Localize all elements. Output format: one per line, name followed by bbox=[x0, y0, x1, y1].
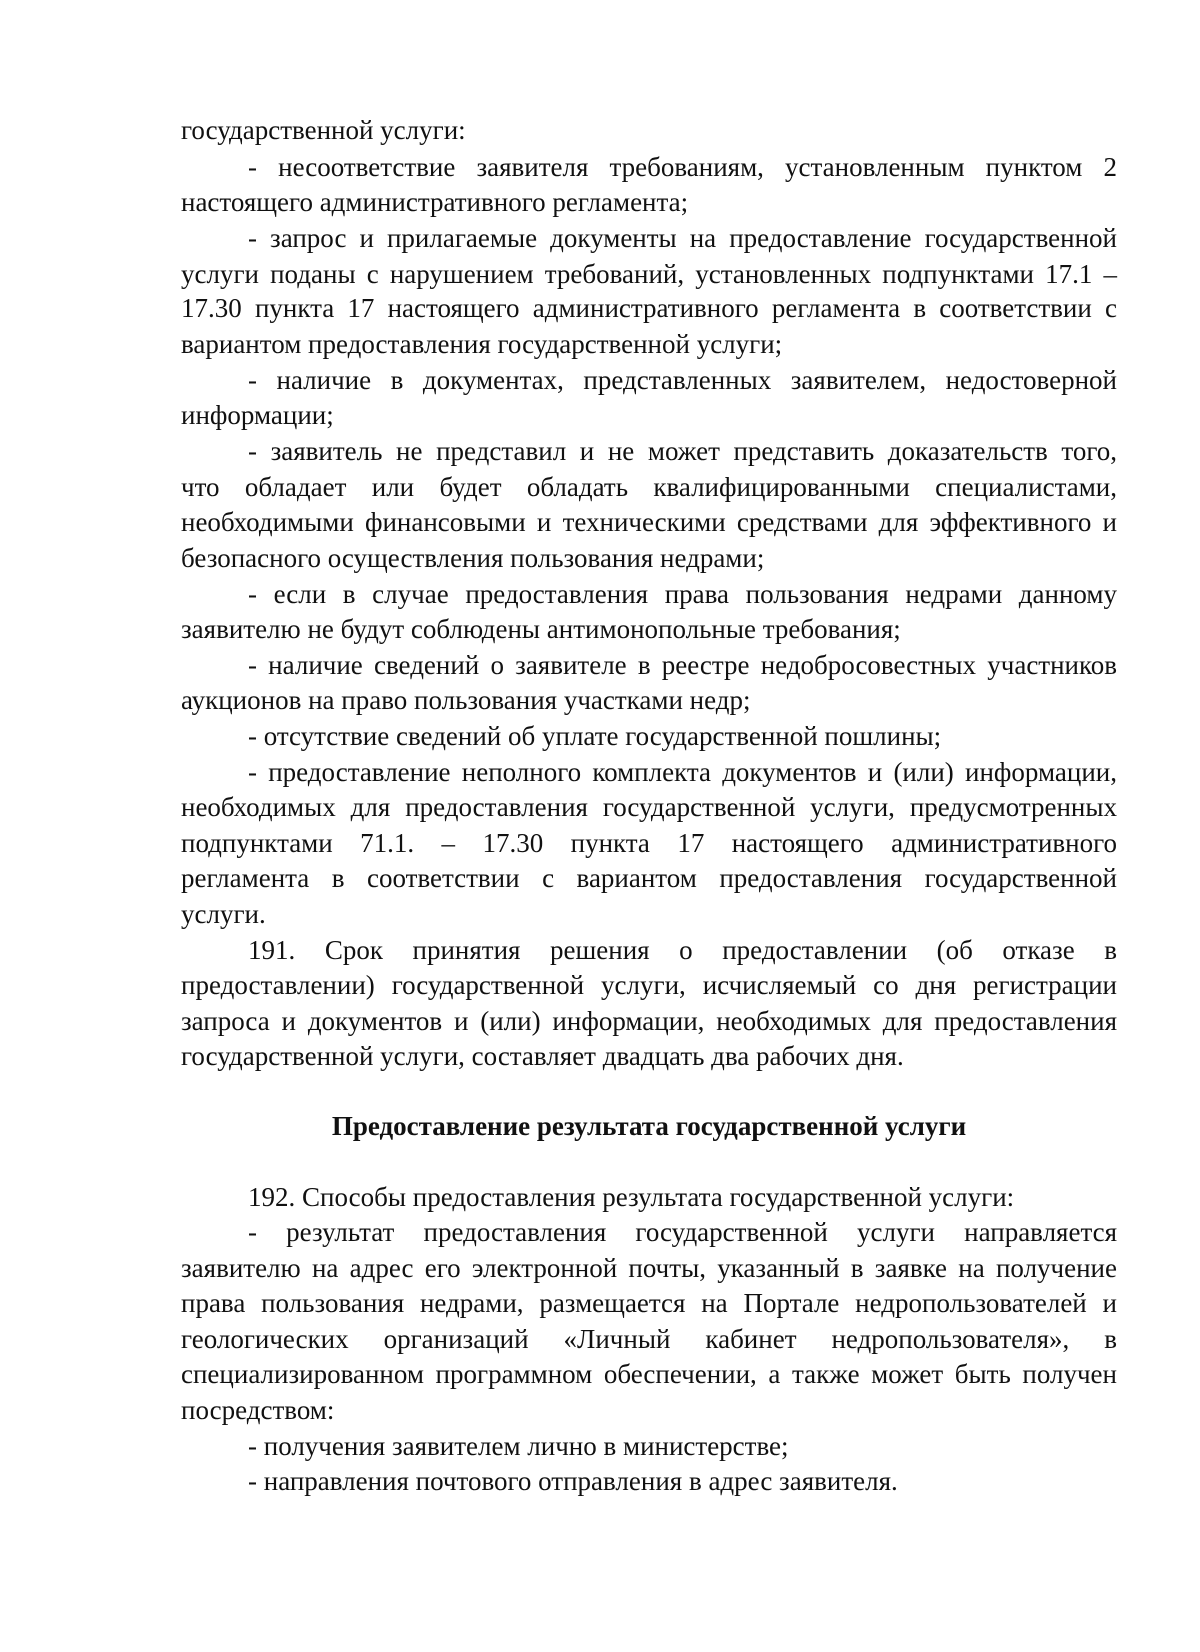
text-line: заявителю на адрес его электронной почты, указанный в заявке на получение bbox=[181, 1253, 1117, 1283]
text-line: услуги поданы с нарушением требований, установленных подпунктами 17.1 – bbox=[181, 259, 1117, 289]
text-line: - заявитель не представил и не может представить доказательств того, bbox=[248, 436, 1117, 466]
text-line: - результат предоставления государственной услуги направляется bbox=[248, 1217, 1117, 1247]
text-line: 192. Способы предоставления результата государственной услуги: bbox=[248, 1182, 1015, 1212]
section-heading: Предоставление результата государственной услуги bbox=[331, 1111, 967, 1141]
text-line: - запрос и прилагаемые документы на предоставление государственной bbox=[248, 223, 1117, 253]
text-line: вариантом предоставления государственной услуги; bbox=[181, 329, 783, 359]
text-line: - направления почтового отправления в адрес заявителя. bbox=[248, 1466, 898, 1496]
text-line: государственной услуги: bbox=[181, 115, 466, 145]
text-line: - предоставление неполного комплекта документов и (или) информации, bbox=[248, 757, 1117, 787]
text-line: необходимыми финансовыми и техническими средствами для эффективного и bbox=[181, 507, 1117, 537]
text-line: государственной услуги, составляет двадцать два рабочих дня. bbox=[181, 1041, 904, 1071]
text-line: 17.30 пункта 17 настоящего административного регламента в соответствии с bbox=[181, 293, 1117, 323]
text-line: - отсутствие сведений об уплате государственной пошлины; bbox=[248, 721, 942, 751]
text-line: предоставлении) государственной услуги, исчисляемый со дня регистрации bbox=[181, 970, 1117, 1000]
text-line: геологических организаций «Личный кабинет недропользователя», в bbox=[181, 1324, 1117, 1354]
text-line: специализированном программном обеспечении, а также может быть получен bbox=[181, 1359, 1117, 1389]
text-line: что обладает или будет обладать квалифицированными специалистами, bbox=[181, 472, 1117, 502]
text-line: - несоответствие заявителя требованиям, установленным пунктом 2 bbox=[248, 152, 1117, 182]
text-line: необходимых для предоставления государственной услуги, предусмотренных bbox=[181, 792, 1117, 822]
text-line: аукционов на право пользования участками недр; bbox=[181, 685, 751, 715]
text-line: посредством: bbox=[181, 1395, 335, 1425]
text-line: настоящего административного регламента; bbox=[181, 187, 689, 217]
text-line: - наличие сведений о заявителе в реестре недобросовестных участников bbox=[248, 650, 1117, 680]
text-line: - наличие в документах, представленных заявителем, недостоверной bbox=[248, 365, 1117, 395]
text-line: подпунктами 71.1. – 17.30 пункта 17 настоящего административного bbox=[181, 828, 1117, 858]
text-line: регламента в соответствии с вариантом предоставления государственной bbox=[181, 863, 1117, 893]
text-line: права пользования недрами, размещается на Портале недропользователей и bbox=[181, 1288, 1117, 1318]
text-line: - получения заявителем лично в министерстве; bbox=[248, 1431, 789, 1461]
text-line: 191. Срок принятия решения о предоставлении (об отказе в bbox=[248, 935, 1117, 965]
text-line: услуги. bbox=[181, 899, 266, 929]
text-line: заявителю не будут соблюдены антимонопольные требования; bbox=[181, 614, 901, 644]
text-line: информации; bbox=[181, 400, 334, 430]
text-line: - если в случае предоставления права пользования недрами данному bbox=[248, 579, 1117, 609]
text-line: запроса и документов и (или) информации, необходимых для предоставления bbox=[181, 1006, 1117, 1036]
text-line: безопасного осуществления пользования недрами; bbox=[181, 543, 765, 573]
